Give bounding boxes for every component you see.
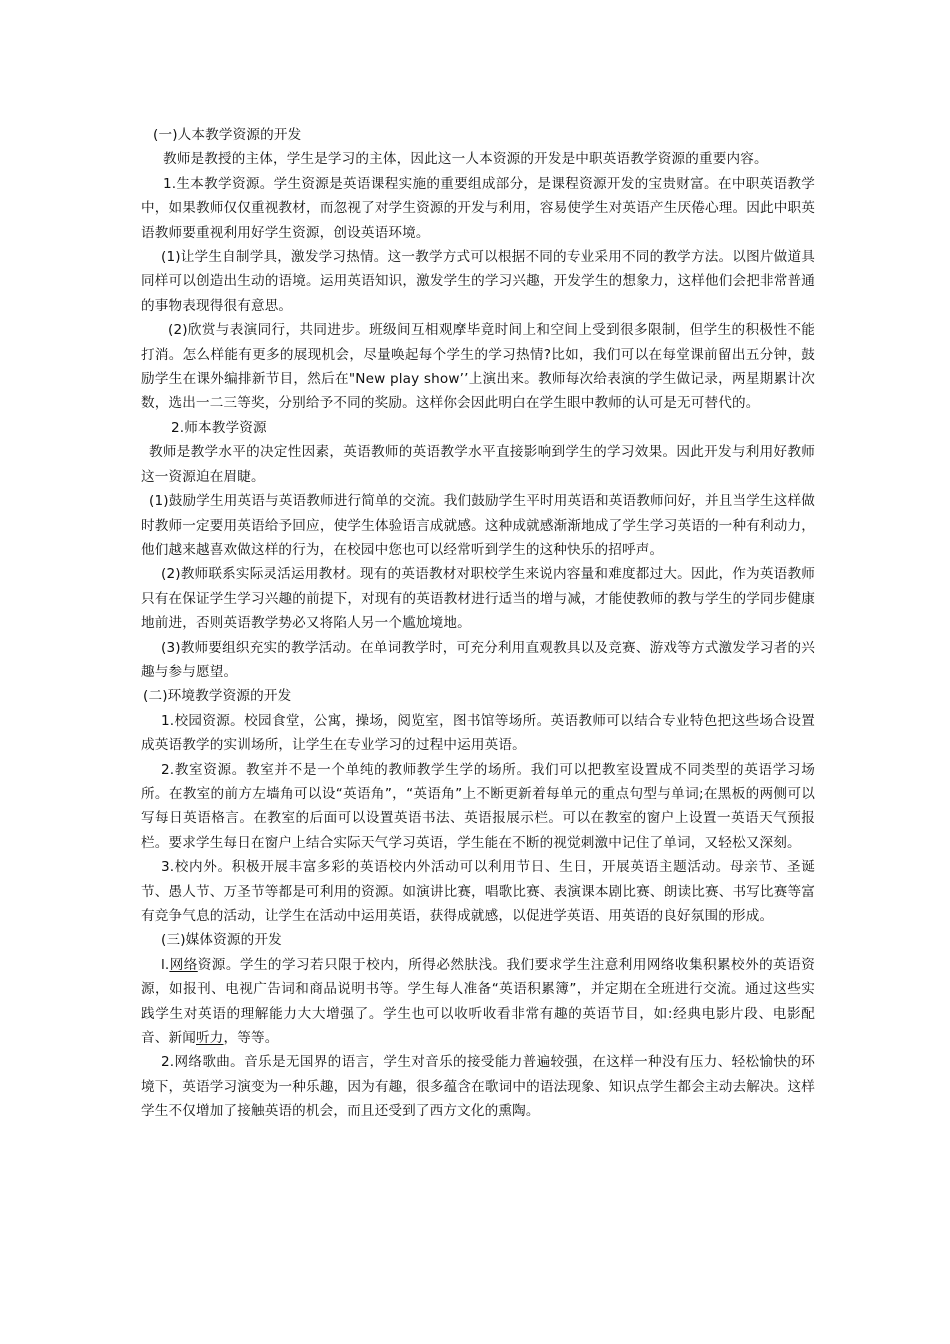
paragraph	[141, 440, 815, 489]
paragraph	[141, 855, 815, 928]
subsection-heading	[141, 416, 815, 440]
paragraph	[141, 147, 815, 171]
listening-link[interactable]: 听力	[195, 1030, 224, 1047]
heading-text: (二)环境教学资源的开发	[143, 688, 292, 705]
paragraph-text: (2)欣赏与表演同行，共同进步。班级间互相观摩毕竟时间上和空间上受到很多限制，但学生的积极性不能打消。怎么样能有更多的展现机会，尽量唤起每个学生的学习热情?比如，我们可以在每堂课前留出五分钟，鼓励学生在课外编排新节目，然后在"New play show’’上演出来。教师每次给表演的学生做记录，两星期累计次数，选出一二三等奖，分别给予不同的奖励。这样你会因此明白在学生眼中教师的认可是无可替代的。	[141, 322, 815, 412]
section-heading-2	[141, 684, 815, 708]
paragraph-text: (3)教师要组织充实的教学活动。在单词教学时，可充分利用直观教具以及竞赛、游戏等方式激发学习者的兴趣与参与愿望。	[141, 639, 815, 680]
section-heading-1	[141, 123, 815, 147]
paragraph-text: (2)教师联系实际灵活运用教材。现有的英语教材对职校学生来说内容量和难度都过大。因此，作为英语教师只有在保证学生学习兴趣的前提下，对现有的英语教材进行适当的增与减，才能使教师的教与学生的学同步健康地前进，否则英语教学势必又将陷人另一个尴尬境地。	[141, 566, 815, 632]
paragraph-text: 1.校园资源。校园食堂，公寓，操场，阅览室，图书馆等场所。英语教师可以结合专业特色把这些场合设置成英语教学的实训场所，让学生在专业学习的过程中运用英语。	[141, 712, 815, 754]
paragraph-text: 3.校内外。积极开展丰富多彩的英语校内外活动可以利用节日、生日，开展英语主题活动。母亲节、圣诞节、愚人节、万圣节等都是可利用的资源。如演讲比赛，唱歌比赛、表演课本剧比赛、朗读比赛、书写比赛等富有竞争气息的活动，让学生在活动中运用英语，获得成就感，以促进学英语、用英语的良好氛围的形成。	[141, 859, 815, 924]
paragraph-text: 教师是教授的主体，学生是学习的主体，因此这一人本资源的开发是中职英语教学资源的重要内容。	[163, 151, 768, 168]
paragraph-text: (1)让学生自制学具，激发学习热情。这一教学方式可以根据不同的专业采用不同的教学方法。以图片做道具同样可以创造出生动的语境。运用英语知识，激发学生的学习兴趣，开发学生的想象力，这样他们会把非常普通的事物表现得很有意思。	[141, 249, 815, 314]
paragraph	[141, 245, 815, 318]
paragraph	[141, 562, 815, 635]
paragraph	[141, 318, 815, 416]
paragraph-text: l.	[161, 956, 170, 973]
network-link[interactable]: 网络	[169, 956, 198, 973]
heading-text: (三)媒体资源的开发	[161, 932, 282, 949]
paragraph	[141, 953, 815, 1051]
heading-text: 2.师本教学资源	[171, 419, 267, 436]
paragraph-text: ，等等。	[223, 1030, 279, 1047]
section-heading-3	[141, 928, 815, 952]
paragraph	[141, 172, 815, 245]
paragraph	[141, 636, 815, 685]
paragraph	[141, 1050, 815, 1123]
paragraph-text: 资源。学生的学习若只限于校内，所得必然肤浅。我们要求学生注意利用网络收集积累校外的英语资源，如报刊、电视广告词和商品说明书等。学生每人准备“英语积累簿”，并定期在全班进行交流。通过这些实践学生对英语的理解能力大大增强了。学生也可以收听收看非常有趣的英语节目，如:经典电影片段、电影配音、新闻	[141, 956, 815, 1047]
paragraph	[141, 758, 815, 856]
paragraph-text: 教师是教学水平的决定性因素，英语教师的英语教学水平直接影响到学生的学习效果。因此开发与利用好教师这一资源迫在眉睫。	[141, 444, 815, 485]
document-body	[141, 123, 815, 1124]
paragraph	[141, 709, 815, 758]
paragraph-text: 2.网络歌曲。音乐是无国界的语言，学生对音乐的接受能力普遍较强，在这样一种没有压力、轻松愉快的环境下，英语学习演变为一种乐趣，因为有趣，很多蕴含在歌词中的语法现象、知识点学生都会主动去解决。这样学生不仅增加了接触英语的机会，而且还受到了西方文化的熏陶。	[141, 1054, 815, 1120]
heading-text: (一)人本教学资源的开发	[153, 127, 302, 143]
paragraph-text: 2.教室资源。教室并不是一个单纯的教师教学生学的场所。我们可以把教室设置成不同类型的英语学习场所。在教室的前方左墙角可以设“英语角”，“英语角”上不断更新着每单元的重点句型与单词;在黑板的两侧可以写每日英语格言。在教室的后面可以设置英语书法、英语报展示栏。可以在教室的窗户上设置一英语天气预报栏。要求学生每日在窗户上结合实际天气学习英语，学生能在不断的视觉刺激中记住了单词，又轻松又深刻。	[141, 761, 815, 851]
paragraph-text: (1)鼓励学生用英语与英语教师进行简单的交流。我们鼓励学生平时用英语和英语教师问好，并且当学生这样做时教师一定要用英语给予回应，使学生体验语言成就感。这种成就感渐渐地成了学生学习英语的一种有利动力，他们越来越喜欢做这样的行为，在校园中您也可以经常听到学生的这种快乐的招呼声。	[141, 493, 815, 558]
paragraph-text: 1.生本教学资源。学生资源是英语课程实施的重要组成部分，是课程资源开发的宝贵财富。在中职英语教学中，如果教师仅仅重视教材，而忽视了对学生资源的开发与利用，容易使学生对英语产生厌倦心理。因此中职英语教师要重视利用好学生资源，创设英语环境。	[141, 175, 815, 241]
paragraph	[141, 489, 815, 562]
